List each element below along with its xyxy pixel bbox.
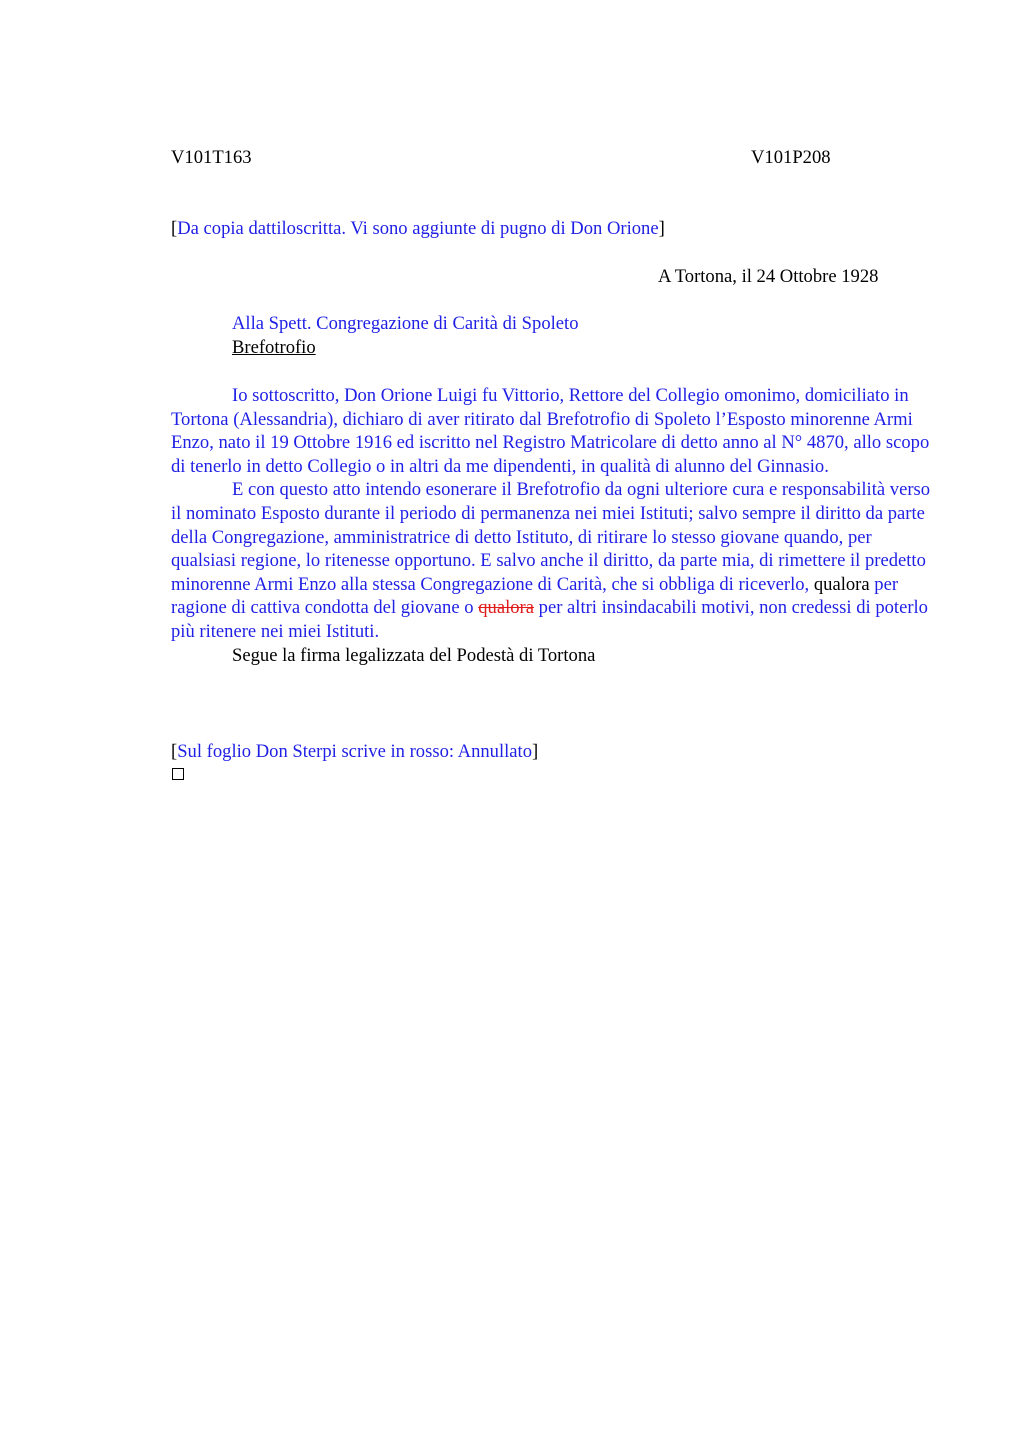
paragraph-exoneration [171, 478, 931, 643]
address-department: Brefotrofio [232, 336, 316, 358]
source-note-close-bracket: ] [658, 218, 665, 239]
document-code-right: V101P208 [751, 147, 831, 168]
closing-note-text: Sul foglio Don Sterpi scrive in rosso: Annullato [177, 741, 533, 762]
document-code-left: V101T163 [171, 147, 252, 168]
source-note-text: Da copia dattiloscritta. Vi sono aggiunte di pugno di Don Orione [177, 218, 659, 239]
end-of-document-box-icon [172, 768, 184, 780]
closing-note-open-bracket: [ [171, 741, 178, 762]
document-page [171, 146, 931, 762]
document-header [171, 146, 931, 170]
closing-note [171, 740, 538, 764]
letter-date: A Tortona, il 24 Ottobre 1928 [658, 266, 879, 287]
struck-word: qualora [478, 597, 534, 619]
closing-note-close-bracket: ] [532, 741, 539, 762]
source-note [171, 217, 665, 241]
inserted-word: qualora [813, 573, 870, 595]
paragraph-exoneration-part1: E con questo atto intendo esonerare il Brefotrofio da ogni ulteriore cura e responsabilità verso il nominato Esposto durante il periodo di permanenza nei miei Istituti; salvo sempre il diritto da parte della Congregazione, amministratrice di detto Istituto, di ritirare lo stesso giovane quando, per qualsiasi regione, lo ritenesse opportuno. E salvo anche il diritto, da parte mia, di rimettere il predetto minorenne Armi Enzo alla stessa Congregazione di Carità, che si obbliga di riceverlo, [171, 479, 931, 595]
letter-body [171, 384, 931, 667]
paragraph-signature-note: Segue la firma legalizzata del Podestà di Tortona [232, 644, 596, 666]
address-recipient: Alla Spett. Congregazione di Carità di Spoleto [232, 313, 579, 334]
paragraph-declaration: Io sottoscritto, Don Orione Luigi fu Vittorio, Rettore del Collegio omonimo, domiciliato in Tortona (Alessandria), dichiaro di aver ritirato dal Brefotrofio di Spoleto l’Esposto minorenne Armi Enzo, nato il 19 Ottobre 1916 ed iscritto nel Registro Matricolare di detto anno al N° 4870, allo scopo di tenerlo in detto Collegio o in altri da me dipendenti, in qualità di alunno del Ginnasio. [171, 385, 930, 477]
paragraph-exoneration-part2: per ragione di cattiva condotta del giovane o [171, 573, 899, 619]
paragraph-exoneration-part3: per altri insindacabili motivi, non credessi di poterlo più ritenere nei miei Istituti. [171, 597, 928, 642]
source-note-open-bracket: [ [171, 218, 178, 239]
letter-address [232, 312, 579, 359]
